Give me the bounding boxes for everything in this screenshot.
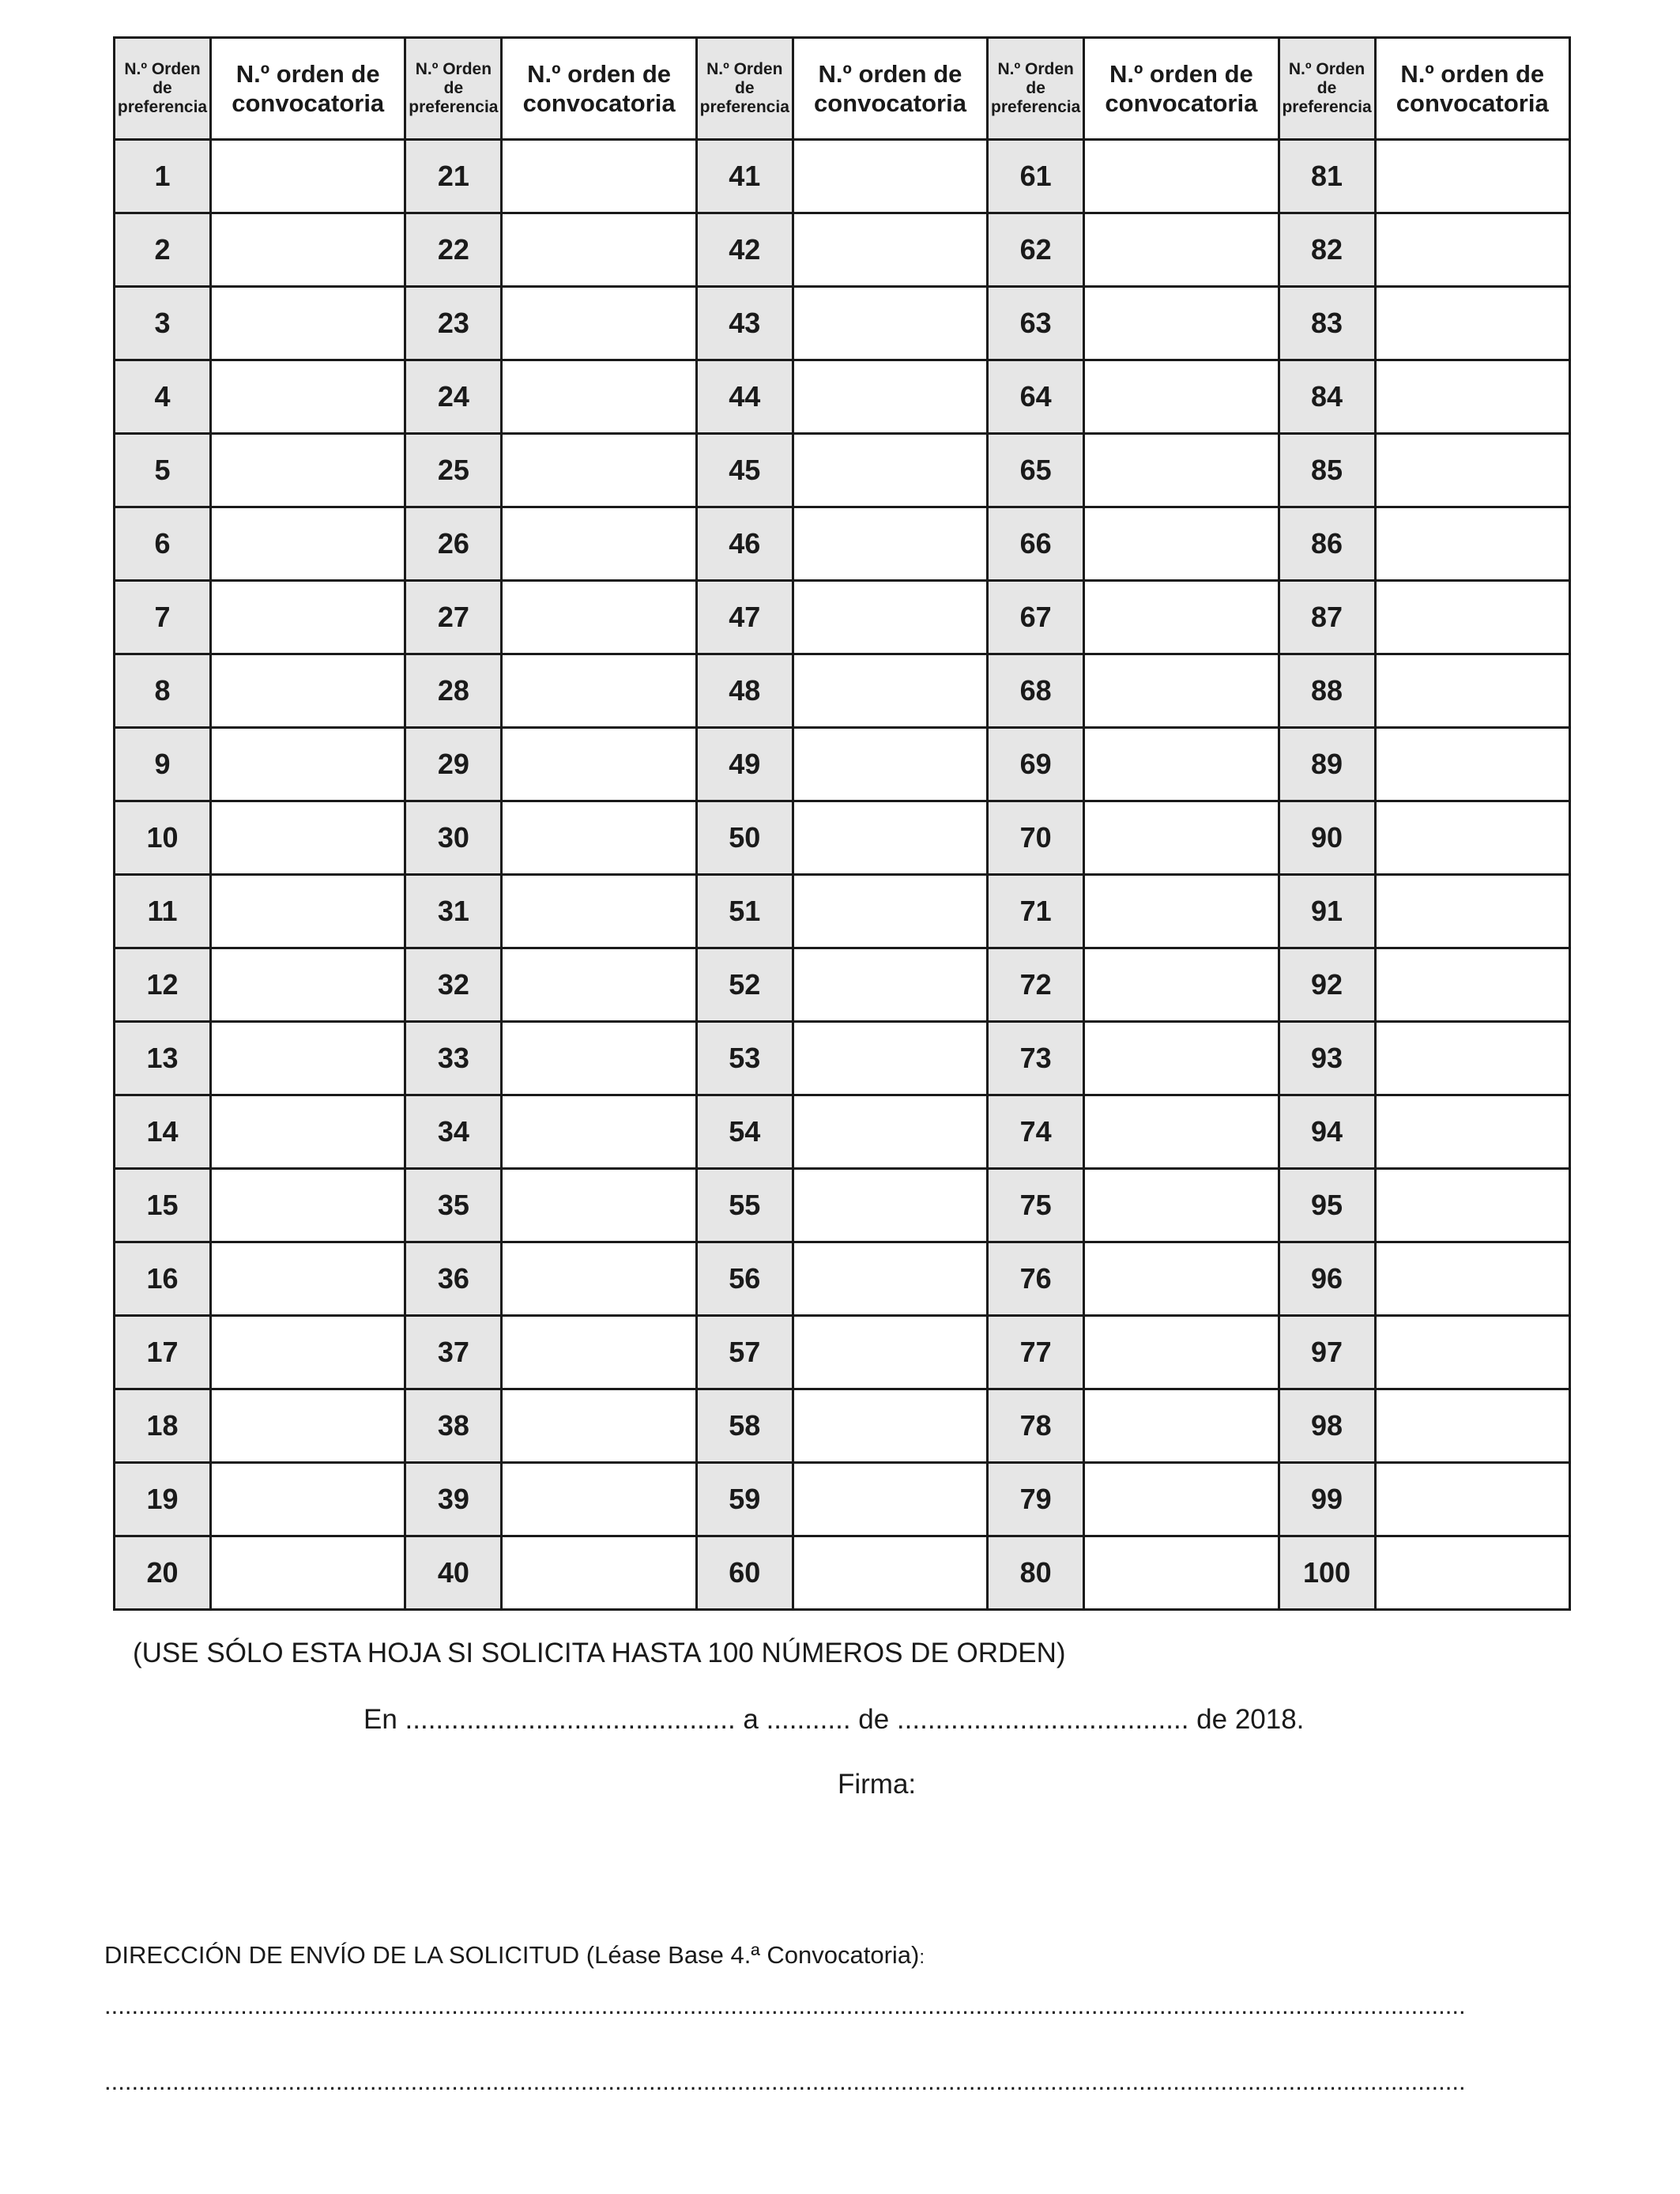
header-convocation-text: N.º orden de [1400,60,1545,88]
address-line-1[interactable]: ........................................................................................................................................................................................................ [104,1992,1466,2019]
header-preference-text: de [1317,79,1337,97]
table-row [115,728,1570,801]
header-convocation-order [793,38,987,140]
preference-number: 69 [988,728,1084,801]
convocation-number-entry[interactable] [1084,507,1279,581]
preference-number: 94 [1279,1095,1375,1169]
preference-number: 82 [1279,213,1375,287]
table-row [115,1095,1570,1169]
convocation-number-entry[interactable] [1084,581,1279,654]
header-convocation-text: N.º orden de [1109,60,1253,88]
header-preference-text: N.º Orden [706,60,783,78]
convocation-number-entry[interactable] [211,360,405,434]
convocation-number-entry[interactable] [502,1463,696,1536]
convocation-number-entry[interactable] [793,1463,987,1536]
preference-number: 27 [405,581,502,654]
convocation-number-entry[interactable] [793,507,987,581]
header-convocation-order [1375,38,1569,140]
preference-number: 90 [1279,801,1375,875]
header-preference-text: N.º Orden [415,60,492,78]
convocation-number-entry[interactable] [793,1316,987,1389]
header-preference-text: preferencia [117,98,208,116]
convocation-number-entry[interactable] [211,1169,405,1242]
header-preference-text: preferencia [1282,98,1372,116]
convocation-number-entry[interactable] [211,140,405,213]
preference-number: 8 [115,654,211,728]
preference-table [113,36,1571,1611]
convocation-number-entry[interactable] [1084,1536,1279,1610]
preference-number: 21 [405,140,502,213]
preference-number: 3 [115,287,211,360]
preference-number: 13 [115,1022,211,1095]
convocation-number-entry[interactable] [1375,875,1569,948]
table-row [115,140,1570,213]
table-row [115,1022,1570,1095]
preference-number: 49 [696,728,793,801]
header-convocation-order [502,38,696,140]
preference-number: 42 [696,213,793,287]
preference-number: 92 [1279,948,1375,1022]
convocation-number-entry[interactable] [211,1022,405,1095]
table-row [115,1316,1570,1389]
convocation-number-entry[interactable] [211,287,405,360]
convocation-number-entry[interactable] [793,1389,987,1463]
convocation-number-entry[interactable] [1084,1463,1279,1536]
table-row [115,360,1570,434]
table-row [115,654,1570,728]
convocation-number-entry[interactable] [793,1169,987,1242]
preference-number: 73 [988,1022,1084,1095]
convocation-number-entry[interactable] [211,1536,405,1610]
convocation-number-entry[interactable] [211,1389,405,1463]
convocation-number-entry[interactable] [1084,1022,1279,1095]
preference-number: 61 [988,140,1084,213]
preference-number: 39 [405,1463,502,1536]
header-convocation-text: N.º orden de [818,60,962,88]
preference-number: 52 [696,948,793,1022]
convocation-number-entry[interactable] [1375,213,1569,287]
header-preference-text: N.º Orden [1288,60,1365,78]
preference-number: 78 [988,1389,1084,1463]
convocation-number-entry[interactable] [1375,1242,1569,1316]
convocation-number-entry[interactable] [502,581,696,654]
convocation-number-entry[interactable] [1084,213,1279,287]
table-row [115,801,1570,875]
preference-number: 100 [1279,1536,1375,1610]
convocation-number-entry[interactable] [502,1242,696,1316]
convocation-number-entry[interactable] [1084,434,1279,507]
preference-number: 28 [405,654,502,728]
preference-number: 98 [1279,1389,1375,1463]
convocation-number-entry[interactable] [502,1022,696,1095]
preference-number: 75 [988,1169,1084,1242]
preference-number: 84 [1279,360,1375,434]
convocation-number-entry[interactable] [211,1463,405,1536]
convocation-number-entry[interactable] [211,1095,405,1169]
preference-number: 65 [988,434,1084,507]
convocation-number-entry[interactable] [1084,875,1279,948]
preference-number: 68 [988,654,1084,728]
convocation-number-entry[interactable] [1084,728,1279,801]
convocation-number-entry[interactable] [793,434,987,507]
convocation-number-entry[interactable] [211,948,405,1022]
convocation-number-entry[interactable] [1375,801,1569,875]
header-convocation-text: convocatoria [814,89,966,117]
preference-number: 32 [405,948,502,1022]
convocation-number-entry[interactable] [1375,1389,1569,1463]
preference-number: 17 [115,1316,211,1389]
address-title-colon: : [919,1947,925,1968]
convocation-number-entry[interactable] [793,581,987,654]
convocation-number-entry[interactable] [1084,140,1279,213]
usage-note: (USE SÓLO ESTA HOJA SI SOLICITA HASTA 100 NÚMEROS DE ORDEN) [133,1638,1066,1668]
preference-number: 50 [696,801,793,875]
convocation-number-entry[interactable] [793,1242,987,1316]
preference-number: 40 [405,1536,502,1610]
preference-number: 43 [696,287,793,360]
header-convocation-order [1084,38,1279,140]
preference-number: 5 [115,434,211,507]
convocation-number-entry[interactable] [793,875,987,948]
convocation-number-entry[interactable] [1375,948,1569,1022]
convocation-number-entry[interactable] [211,581,405,654]
preference-number: 30 [405,801,502,875]
convocation-number-entry[interactable] [502,1536,696,1610]
preference-number: 60 [696,1536,793,1610]
convocation-number-entry[interactable] [793,801,987,875]
convocation-number-entry[interactable] [1375,1095,1569,1169]
preference-number: 20 [115,1536,211,1610]
convocation-number-entry[interactable] [1375,360,1569,434]
preference-number: 64 [988,360,1084,434]
convocation-number-entry[interactable] [793,140,987,213]
convocation-number-entry[interactable] [1084,1242,1279,1316]
table-row [115,213,1570,287]
table-row [115,1536,1570,1610]
convocation-number-entry[interactable] [1084,1389,1279,1463]
header-preference-order [405,38,502,140]
preference-number: 66 [988,507,1084,581]
table-row [115,875,1570,948]
header-preference-text: N.º Orden [124,60,201,78]
convocation-number-entry[interactable] [1375,654,1569,728]
preference-number: 96 [1279,1242,1375,1316]
header-convocation-text: N.º orden de [527,60,671,88]
preference-number: 59 [696,1463,793,1536]
preference-number: 2 [115,213,211,287]
header-preference-text: de [153,79,172,97]
convocation-number-entry[interactable] [793,1536,987,1610]
convocation-number-entry[interactable] [211,1242,405,1316]
table-row [115,1242,1570,1316]
header-convocation-text: convocatoria [522,89,676,117]
header-preference-order [696,38,793,140]
convocation-number-entry[interactable] [1375,1463,1569,1536]
preference-number: 45 [696,434,793,507]
convocation-number-entry[interactable] [502,1095,696,1169]
convocation-number-entry[interactable] [1084,1095,1279,1169]
preference-number: 87 [1279,581,1375,654]
convocation-number-entry[interactable] [502,801,696,875]
preference-number: 91 [1279,875,1375,948]
address-title-text: DIRECCIÓN DE ENVÍO DE LA SOLICITUD (Léase Base 4.ª Convocatoria) [104,1941,920,1969]
preference-number: 7 [115,581,211,654]
preference-number: 15 [115,1169,211,1242]
convocation-number-entry[interactable] [502,360,696,434]
preference-number: 38 [405,1389,502,1463]
preference-number: 99 [1279,1463,1375,1536]
preference-number: 26 [405,507,502,581]
convocation-number-entry[interactable] [502,140,696,213]
preference-number: 24 [405,360,502,434]
preference-number: 62 [988,213,1084,287]
preference-number: 89 [1279,728,1375,801]
convocation-number-entry[interactable] [211,213,405,287]
header-convocation-text: convocatoria [1396,89,1549,117]
preference-number: 83 [1279,287,1375,360]
convocation-number-entry[interactable] [793,360,987,434]
convocation-number-entry[interactable] [1375,1169,1569,1242]
header-preference-text: de [735,79,755,97]
preference-number: 95 [1279,1169,1375,1242]
preference-number: 22 [405,213,502,287]
preference-number: 63 [988,287,1084,360]
header-preference-text: N.º Orden [997,60,1074,78]
preference-number: 18 [115,1389,211,1463]
convocation-number-entry[interactable] [793,948,987,1022]
preference-number: 37 [405,1316,502,1389]
date-line: En ........................................... a ........... de ...................................... de 2018. [363,1704,1305,1735]
convocation-number-entry[interactable] [502,875,696,948]
header-convocation-text: convocatoria [1105,89,1258,117]
signature-label: Firma: [838,1769,917,1800]
preference-number: 79 [988,1463,1084,1536]
header-convocation-text: convocatoria [232,89,385,117]
preference-number: 88 [1279,654,1375,728]
preference-number: 67 [988,581,1084,654]
preference-number: 10 [115,801,211,875]
table-header-row [115,38,1570,140]
convocation-number-entry[interactable] [1375,581,1569,654]
preference-number: 46 [696,507,793,581]
convocation-number-entry[interactable] [502,434,696,507]
convocation-number-entry[interactable] [211,801,405,875]
convocation-number-entry[interactable] [1084,801,1279,875]
table-row [115,1463,1570,1536]
preference-number: 74 [988,1095,1084,1169]
address-title [104,1941,925,1970]
convocation-number-entry[interactable] [1375,728,1569,801]
header-convocation-order [211,38,405,140]
preference-number: 57 [696,1316,793,1389]
preference-number: 81 [1279,140,1375,213]
convocation-number-entry[interactable] [793,654,987,728]
convocation-number-entry[interactable] [502,287,696,360]
header-convocation-text: N.º orden de [235,60,380,88]
header-preference-text: de [1026,79,1045,97]
preference-number: 93 [1279,1022,1375,1095]
convocation-number-entry[interactable] [211,875,405,948]
preference-number: 25 [405,434,502,507]
convocation-number-entry[interactable] [502,654,696,728]
convocation-number-entry[interactable] [1084,654,1279,728]
preference-number: 35 [405,1169,502,1242]
header-preference-order [988,38,1084,140]
table-row [115,948,1570,1022]
convocation-number-entry[interactable] [1375,507,1569,581]
convocation-number-entry[interactable] [1375,1536,1569,1610]
preference-number: 29 [405,728,502,801]
convocation-number-entry[interactable] [211,434,405,507]
preference-number: 41 [696,140,793,213]
preference-number: 85 [1279,434,1375,507]
convocation-number-entry[interactable] [1375,434,1569,507]
convocation-number-entry[interactable] [211,654,405,728]
preference-number: 33 [405,1022,502,1095]
preference-number: 53 [696,1022,793,1095]
table-row [115,287,1570,360]
convocation-number-entry[interactable] [793,213,987,287]
table-row [115,1169,1570,1242]
preference-number: 36 [405,1242,502,1316]
preference-number: 80 [988,1536,1084,1610]
table-body [115,140,1570,1610]
convocation-number-entry[interactable] [1084,948,1279,1022]
convocation-number-entry[interactable] [793,728,987,801]
preference-number: 97 [1279,1316,1375,1389]
table-row [115,1389,1570,1463]
convocation-number-entry[interactable] [1084,1169,1279,1242]
preference-number: 19 [115,1463,211,1536]
convocation-number-entry[interactable] [502,728,696,801]
preference-number: 31 [405,875,502,948]
preference-number: 58 [696,1389,793,1463]
preference-number: 4 [115,360,211,434]
preference-number: 55 [696,1169,793,1242]
preference-number: 1 [115,140,211,213]
preference-number: 14 [115,1095,211,1169]
convocation-number-entry[interactable] [211,507,405,581]
preference-number: 16 [115,1242,211,1316]
preference-number: 11 [115,875,211,948]
header-preference-order [1279,38,1375,140]
convocation-number-entry[interactable] [1084,287,1279,360]
convocation-number-entry[interactable] [502,507,696,581]
convocation-number-entry[interactable] [1084,360,1279,434]
preference-number: 71 [988,875,1084,948]
preference-number: 6 [115,507,211,581]
preference-number: 48 [696,654,793,728]
header-preference-text: de [443,79,464,97]
preference-number: 72 [988,948,1084,1022]
preference-number: 44 [696,360,793,434]
convocation-number-entry[interactable] [1084,1316,1279,1389]
table-row [115,507,1570,581]
convocation-number-entry[interactable] [793,1095,987,1169]
preference-number: 77 [988,1316,1084,1389]
table-row [115,434,1570,507]
header-preference-text: preferencia [409,98,499,116]
preference-number: 34 [405,1095,502,1169]
preference-number: 47 [696,581,793,654]
header-preference-text: preferencia [699,98,789,116]
preference-number: 12 [115,948,211,1022]
convocation-number-entry[interactable] [502,1169,696,1242]
preference-number: 23 [405,287,502,360]
convocation-number-entry[interactable] [502,213,696,287]
preference-number: 86 [1279,507,1375,581]
convocation-number-entry[interactable] [211,1316,405,1389]
convocation-number-entry[interactable] [1375,140,1569,213]
table-row [115,581,1570,654]
convocation-number-entry[interactable] [1375,1022,1569,1095]
preference-number: 70 [988,801,1084,875]
preference-number: 51 [696,875,793,948]
convocation-number-entry[interactable] [793,287,987,360]
convocation-number-entry[interactable] [1375,1316,1569,1389]
preference-number: 54 [696,1095,793,1169]
preference-number: 76 [988,1242,1084,1316]
convocation-number-entry[interactable] [793,1022,987,1095]
header-preference-order [115,38,211,140]
convocation-number-entry[interactable] [502,1389,696,1463]
preference-number: 56 [696,1242,793,1316]
header-preference-text: preferencia [991,98,1081,116]
address-line-2[interactable]: ........................................................................................................................................................................................................ [104,2068,1466,2095]
convocation-number-entry[interactable] [502,1316,696,1389]
convocation-number-entry[interactable] [1375,287,1569,360]
preference-number: 9 [115,728,211,801]
convocation-number-entry[interactable] [502,948,696,1022]
convocation-number-entry[interactable] [211,728,405,801]
